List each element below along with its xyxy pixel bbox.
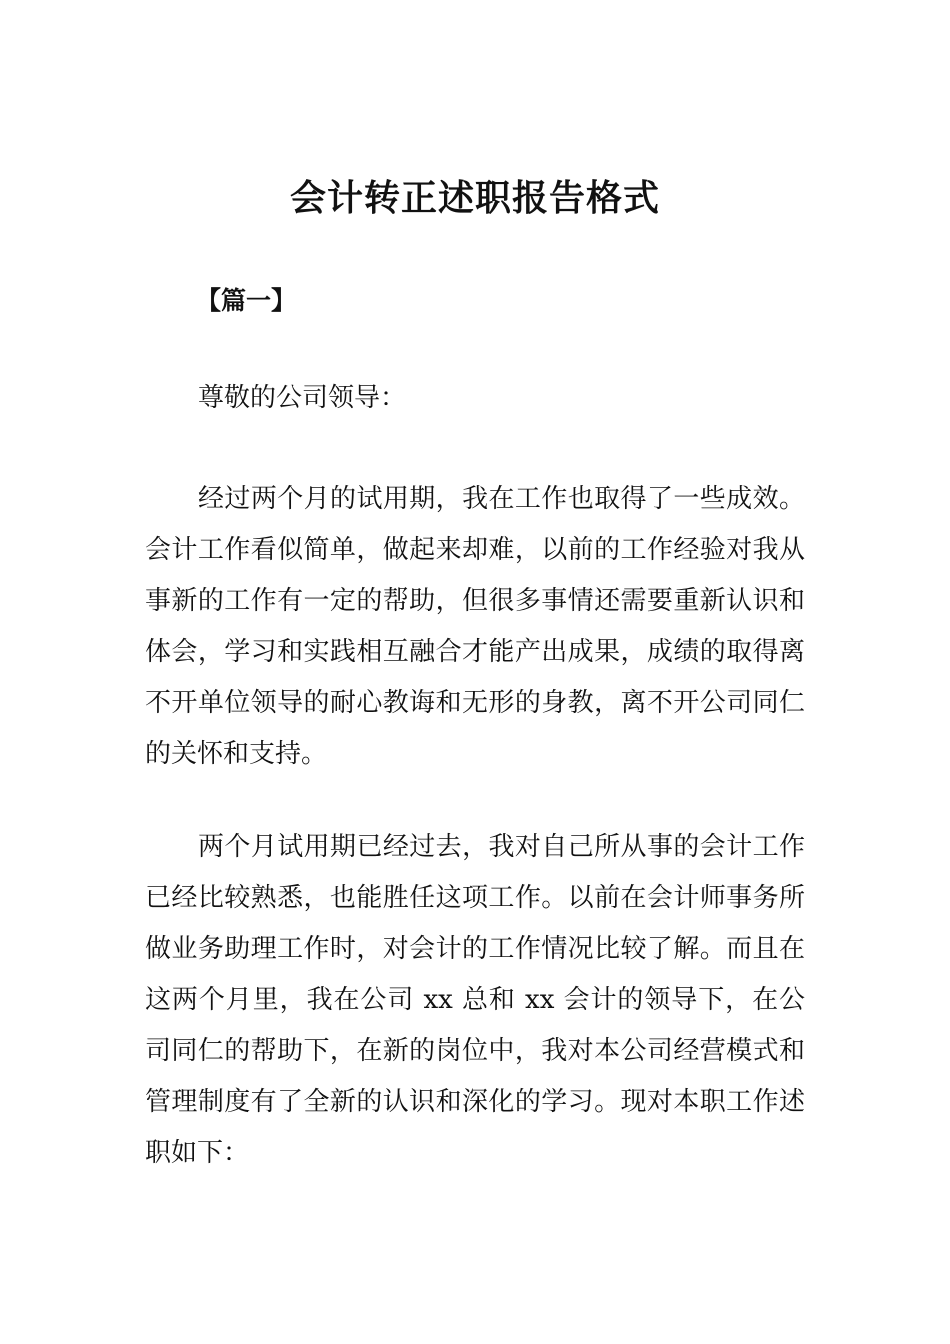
- salutation: 尊敬的公司领导：: [198, 383, 407, 413]
- section-heading: 【篇一】: [196, 286, 297, 315]
- body-paragraph-2: 两个月试用期已经过去，我对自己所从事的会计工作已经比较熟悉，也能胜任这项工作。以前在会计师事务所做业务助理工作时，对会计的工作情况比较了解。而且在这两个月里，我在公司 xx 总和 xx 会计的领导下，在公司同仁的帮助下，在新的岗位中，我对本公司经营模式和管理制度有了全新的认识和深化的学习。现对本职工作述职如下：: [145, 832, 805, 1168]
- document-title: 会计转正述职报告格式: [289, 178, 660, 219]
- body-paragraph-1: 经过两个月的试用期，我在工作也取得了一些成效。会计工作看似简单，做起来却难，以前的工作经验对我从事新的工作有一定的帮助，但很多事情还需要重新认识和体会，学习和实践相互融合才能产出成果，成绩的取得离不开单位领导的耐心教诲和无形的身教，离不开公司同仁的关怀和支持。: [145, 484, 805, 769]
